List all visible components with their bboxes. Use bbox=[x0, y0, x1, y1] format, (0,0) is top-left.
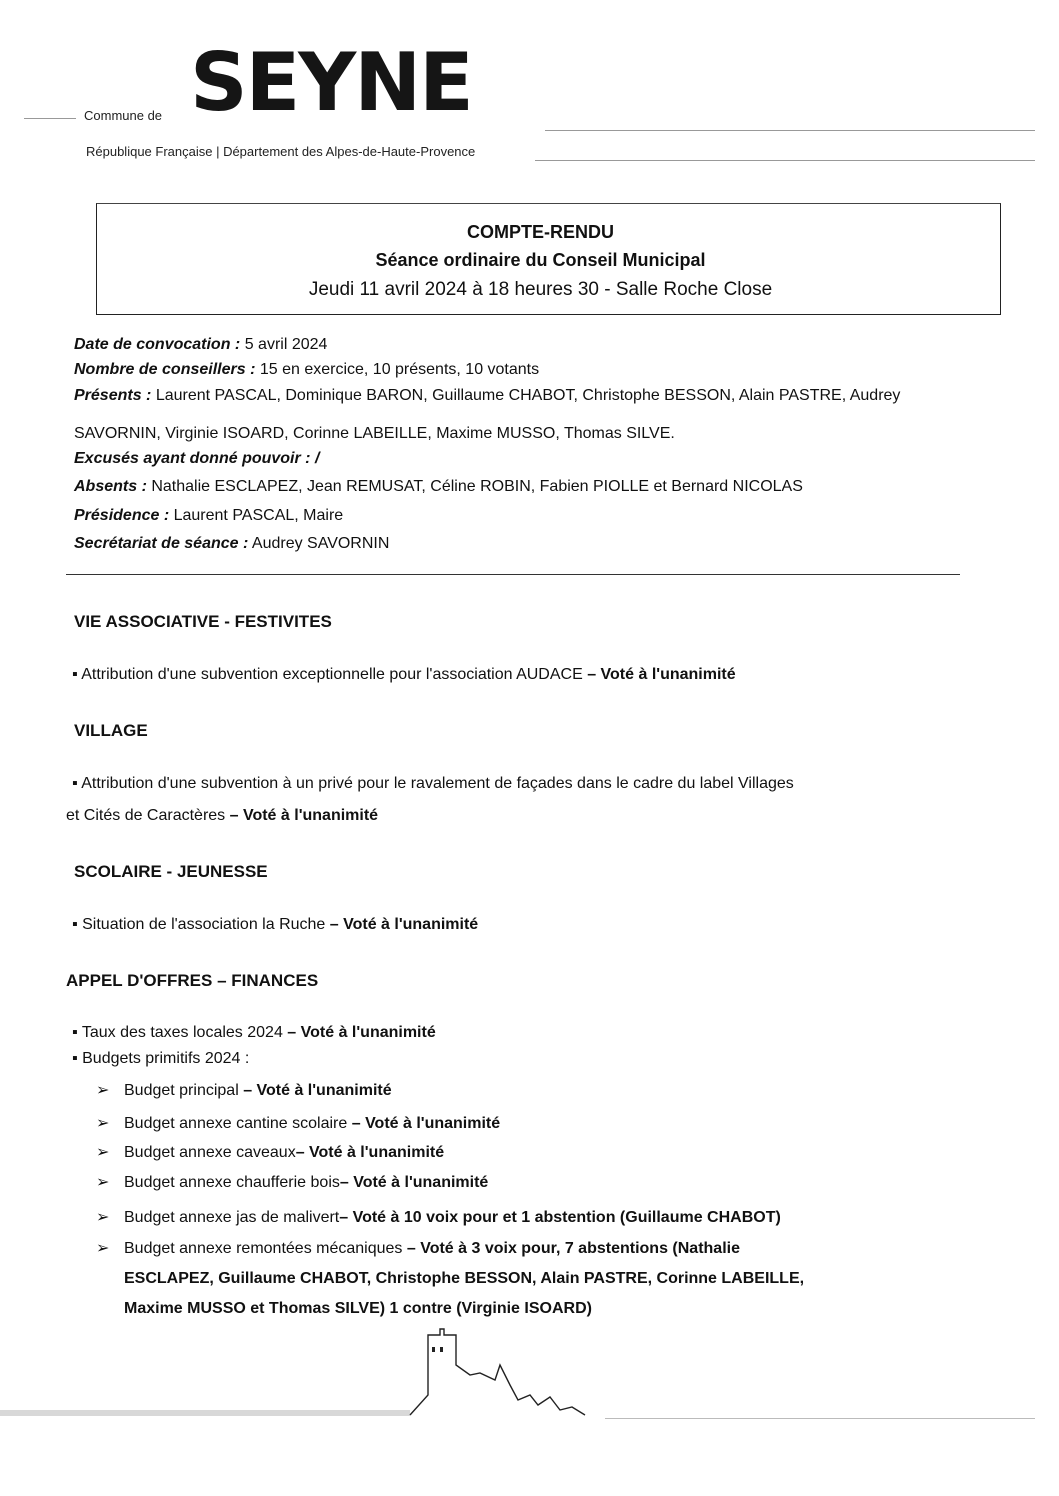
doc-title: COMPTE-RENDU bbox=[467, 222, 614, 242]
section-scolaire: SCOLAIRE - JEUNESSE bbox=[74, 862, 268, 881]
meta-divider bbox=[66, 574, 960, 575]
doc-date: Jeudi 11 avril 2024 à 18 heures 30 - Salle Roche Close bbox=[308, 279, 773, 300]
item-ruche: ▪ Situation de l'association la Ruche – Voté à l'unanimité bbox=[72, 916, 479, 933]
item-taux: ▪ Taux des taxes locales 2024 – Voté à l'unanimité bbox=[72, 1024, 436, 1041]
header-rule-left bbox=[24, 118, 76, 119]
arrow-bullet-icon: ➢ bbox=[96, 1144, 110, 1161]
item-audace: ▪ Attribution d'une subvention exceptionnelle pour l'association AUDACE – Voté à l'unanimité bbox=[72, 666, 736, 683]
header-rule-bottom bbox=[535, 160, 1035, 161]
arrow-bullet-icon: ➢ bbox=[96, 1174, 110, 1191]
footer-rule-right bbox=[605, 1418, 1035, 1419]
doc-subtitle: Séance ordinaire du Conseil Municipal bbox=[375, 250, 706, 270]
arrow-bullet-icon: ➢ bbox=[96, 1240, 110, 1257]
arrow-bullet-icon: ➢ bbox=[96, 1082, 110, 1099]
section-appel-offres: APPEL D'OFFRES – FINANCES bbox=[66, 971, 319, 990]
meta-convocation: Date de convocation : 5 avril 2024 bbox=[74, 336, 328, 353]
meta-presents-cont: SAVORNIN, Virginie ISOARD, Corinne LABEILLE, Maxime MUSSO, Thomas SILVE. bbox=[74, 425, 675, 442]
arrow-bullet-icon: ➢ bbox=[96, 1209, 110, 1226]
budget-item: ➢ Budget annexe caveaux– Voté à l'unanimité bbox=[96, 1144, 445, 1161]
header-rule-right bbox=[545, 130, 1035, 131]
arrow-bullet-icon: ➢ bbox=[96, 1115, 110, 1132]
commune-prefix: Commune de bbox=[84, 108, 163, 123]
title-box bbox=[96, 203, 1001, 315]
meta-absents: Absents : Nathalie ESCLAPEZ, Jean REMUSAT, Céline ROBIN, Fabien PIOLLE et Bernard NICOLAS bbox=[74, 478, 803, 495]
budget-item: ➢ Budget annexe jas de malivert– Voté à 10 voix pour et 1 abstention (Guillaume CHABOT) bbox=[96, 1209, 781, 1226]
meta-excuses: Excusés ayant donné pouvoir : / bbox=[74, 450, 320, 467]
item-facades-cont: et Cités de Caractères – Voté à l'unanimité bbox=[66, 807, 379, 824]
budget-item: ➢ Budget principal – Voté à l'unanimité bbox=[96, 1082, 392, 1099]
meta-conseillers: Nombre de conseillers : 15 en exercice, 10 présents, 10 votants bbox=[74, 361, 540, 378]
item-budgets: ▪ Budgets primitifs 2024 : bbox=[72, 1050, 250, 1067]
budget-item-cont: Maxime MUSSO et Thomas SILVE) 1 contre (Virginie ISOARD) bbox=[124, 1300, 592, 1317]
item-facades: ▪ Attribution d'une subvention à un privé pour le ravalement de façades dans le cadre du label Villages bbox=[72, 775, 794, 792]
header-subtitle: République Française | Département des Alpes-de-Haute-Provence bbox=[86, 144, 476, 159]
meta-presents: Présents : Laurent PASCAL, Dominique BARON, Guillaume CHABOT, Christophe BESSON, Alain PASTRE, Audrey bbox=[74, 387, 901, 404]
commune-logo: SEYNE bbox=[190, 36, 472, 129]
budget-item: ➢ Budget annexe chaufferie bois– Voté à l'unanimité bbox=[96, 1174, 489, 1191]
meta-secretariat: Secrétariat de séance : Audrey SAVORNIN bbox=[74, 535, 390, 552]
section-vie-associative: VIE ASSOCIATIVE - FESTIVITES bbox=[74, 612, 332, 631]
footer-rule-left bbox=[0, 1410, 410, 1416]
meta-presidence: Présidence : Laurent PASCAL, Maire bbox=[74, 507, 344, 524]
budget-item-cont: ESCLAPEZ, Guillaume CHABOT, Christophe BESSON, Alain PASTRE, Corinne LABEILLE, bbox=[124, 1270, 805, 1287]
village-silhouette-icon bbox=[400, 1325, 620, 1425]
budget-item: ➢ Budget annexe cantine scolaire – Voté à l'unanimité bbox=[96, 1115, 501, 1132]
budget-item: ➢ Budget annexe remontées mécaniques – Voté à 3 voix pour, 7 abstentions (Nathalie bbox=[96, 1240, 740, 1257]
section-village: VILLAGE bbox=[74, 721, 148, 740]
